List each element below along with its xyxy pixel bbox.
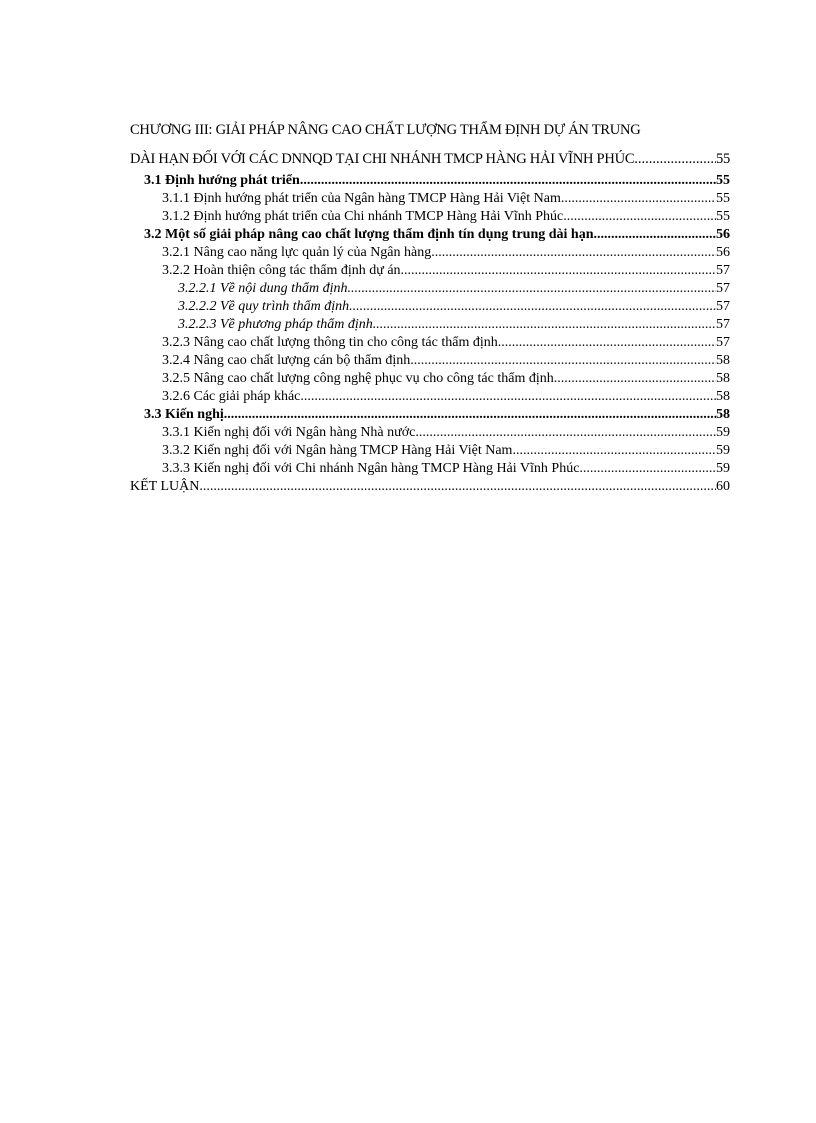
toc-chapter-title-text: DÀI HẠN ĐỐI VỚI CÁC DNNQD TẠI CHI NHÁNH TMCP HÀNG HẢI VĨNH PHÚC xyxy=(130,151,635,167)
toc-entry-3-2-2-1 xyxy=(130,280,730,298)
toc-entry-text: 3.3.3 Kiến nghị đối với Chi nhánh Ngân hàng TMCP Hàng Hải Vĩnh Phúc xyxy=(162,461,580,476)
toc-entry-3-3-2 xyxy=(130,442,730,460)
toc-page-number: 59 xyxy=(716,443,730,458)
toc-leader-dots xyxy=(300,172,716,190)
toc-page-number: 58 xyxy=(716,389,730,404)
toc-page-number: 57 xyxy=(716,263,730,278)
toc-leader-dots xyxy=(579,460,716,478)
toc-entry-3-2-2-3 xyxy=(130,316,730,334)
toc-page-number: 58 xyxy=(716,353,730,368)
toc-chapter-title-line1: CHƯƠNG III: GIẢI PHÁP NÂNG CAO CHẤT LƯỢNG THẨM ĐỊNH DỰ ÁN TRUNG xyxy=(130,122,641,138)
toc-page-number: 58 xyxy=(716,371,730,386)
toc-entry-3-2-1 xyxy=(130,244,730,262)
toc-page-number: 55 xyxy=(716,209,730,224)
toc-entry-3-1-1 xyxy=(130,190,730,208)
toc-entry-3-3 xyxy=(130,406,730,424)
toc-page-number: 57 xyxy=(716,335,730,350)
toc-chapter-page-number: 55 xyxy=(716,151,730,167)
toc-entry-text: 3.2.3 Nâng cao chất lượng thông tin cho công tác thẩm định xyxy=(162,335,498,350)
toc-entry-3-2-3 xyxy=(130,334,730,352)
toc-entry-text: 3.1.1 Định hướng phát triển của Ngân hàng TMCP Hàng Hải Việt Nam. xyxy=(162,191,565,206)
toc-entry-3-2-5 xyxy=(130,370,730,388)
toc-entry-3-1 xyxy=(130,172,730,190)
toc-leader-dots xyxy=(563,208,716,226)
toc-entry-text: 3.2 Một số giải pháp nâng cao chất lượng thẩm định tín dụng trung dài hạn xyxy=(144,227,594,242)
toc-entry-text: KẾT LUẬN xyxy=(130,479,200,494)
toc-leader-dots xyxy=(401,262,716,280)
toc-entry-text: 3.2.1 Nâng cao năng lực quản lý của Ngân hàng xyxy=(162,245,432,260)
toc-page-number: 56 xyxy=(716,245,730,260)
toc-chapter-title-line2 xyxy=(130,146,730,172)
toc-entry-text: 3.2.2.2 Về quy trình thẩm định xyxy=(178,299,350,314)
toc-entry-3-3-3 xyxy=(130,460,730,478)
toc-entry-text: 3.1.2 Định hướng phát triển của Chi nhánh TMCP Hàng Hải Vĩnh Phúc xyxy=(162,209,564,224)
toc-leader-dots xyxy=(415,424,716,442)
toc-page-number: 59 xyxy=(716,425,730,440)
toc-page-number: 55 xyxy=(716,191,730,206)
toc-entry-text: 3.2.4 Nâng cao chất lượng cán bộ thẩm định xyxy=(162,353,411,368)
toc-leader-dots xyxy=(224,406,716,424)
toc-entry-3-2-6 xyxy=(130,388,730,406)
toc-leader-dots xyxy=(349,298,716,316)
toc-entry-3-2-2-2 xyxy=(130,298,730,316)
toc-entry-3-2-4 xyxy=(130,352,730,370)
toc-entry-text: 3.3.1 Kiến nghị đối với Ngân hàng Nhà nước xyxy=(162,425,416,440)
toc-page-number: 56 xyxy=(716,227,730,242)
toc-leader-dots xyxy=(554,370,716,388)
toc-entry-text: 3.3.2 Kiến nghị đối với Ngân hàng TMCP Hàng Hải Việt Nam xyxy=(162,443,513,458)
toc-entry-3-1-2 xyxy=(130,208,730,226)
toc-leader-dots xyxy=(410,352,716,370)
toc-entry-text: 3.2.2.3 Về phương pháp thẩm định xyxy=(178,317,373,332)
toc-entry-3-3-1 xyxy=(130,424,730,442)
toc-entry-text: 3.2.5 Nâng cao chất lượng công nghệ phục vụ cho công tác thẩm định xyxy=(162,371,554,386)
toc-page-number: 55 xyxy=(716,173,730,188)
table-of-contents xyxy=(130,114,730,496)
toc-page-number: 58 xyxy=(716,407,730,422)
toc-leader-dots xyxy=(199,478,716,496)
toc-page-number: 57 xyxy=(716,299,730,314)
toc-leader-dots xyxy=(498,334,716,352)
toc-leader-dots xyxy=(307,388,716,406)
toc-entry-3-2 xyxy=(130,226,730,244)
toc-leader-dots xyxy=(431,244,716,262)
toc-entry-text: 3.2.6 Các giải pháp khác.. xyxy=(162,389,308,404)
toc-page-number: 60 xyxy=(716,479,730,494)
toc-entry-text: 3.3 Kiến nghị xyxy=(144,407,224,422)
toc-page-number: 59 xyxy=(716,461,730,476)
toc-page-number: 57 xyxy=(716,281,730,296)
toc-leader-dots xyxy=(348,280,716,298)
toc-entry-3-2-2 xyxy=(130,262,730,280)
toc-leader-dots xyxy=(634,146,716,172)
toc-entry-text: 3.2.2.1 Về nội dung thẩm định xyxy=(178,281,348,296)
toc-leader-dots xyxy=(512,442,716,460)
toc-leader-dots xyxy=(373,316,716,334)
toc-entry-text: 3.2.2 Hoàn thiện công tác thẩm định dự án xyxy=(162,263,401,278)
toc-entry-conclusion xyxy=(130,478,730,496)
toc-leader-dots xyxy=(594,226,717,244)
toc-entry-text: 3.1 Định hướng phát triển xyxy=(144,173,300,188)
toc-page-number: 57 xyxy=(716,317,730,332)
toc-leader-dots xyxy=(564,190,716,208)
